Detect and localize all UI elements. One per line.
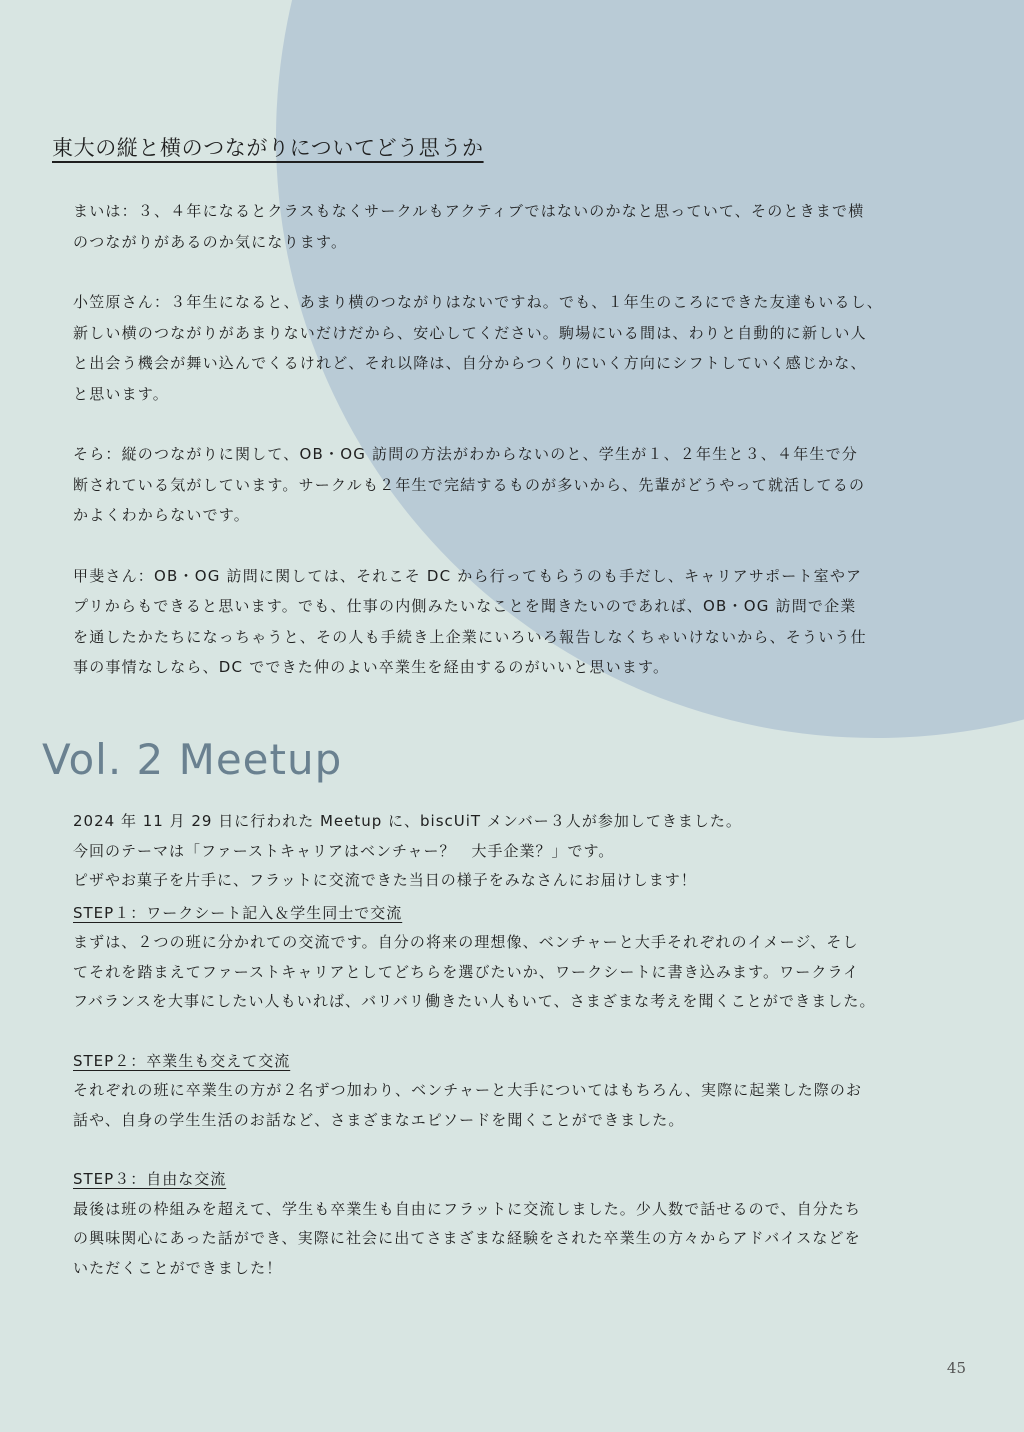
step-body: まずは、２つの班に分かれての交流です。自分の将来の理想像、ベンチャーと大手それぞれのイメージ、そし てそれを踏まえてファーストキャリアとしてどちらを選びたいか、ワークシートに書き込みます。ワークライ フバランスを大事にしたい人もいれば、バリバリ働きたい人もいて、さまざまな考えを聞くことができました。 — [73, 933, 876, 1010]
meetup-intro: 2024 年 11 月 29 日に行われた Meetup に、biscUiT メンバー３人が参加してきました。 今回のテーマは「ファーストキャリアはベンチャー？ 大手企業？」です。 ピザやお菓子を片手に、フラットに交流できた当日の様子をみなさんにお届けします！ — [73, 812, 742, 889]
meetup-step — [73, 1165, 943, 1283]
meetup-step — [73, 899, 943, 1017]
meetup-title: Vol. 2 Meetup — [42, 735, 343, 784]
step-heading: STEP３：自由な交流 — [73, 1170, 227, 1188]
discussion-paragraph: まいは：３、４年になるとクラスもなくサークルもアクティブではないのかなと思っていて、そのときまで横 のつながりがあるのか気になります。 — [73, 202, 865, 251]
discussion-section — [73, 196, 937, 713]
discussion-paragraph: 小笠原さん：３年生になると、あまり横のつながりはないですね。でも、１年生のころにできた友達もいるし、 新しい横のつながりがあまりないだけだから、安心してください。駒場にいる間は、わりと自動的に新しい人 と出会う機会が舞い込んでくるけれど、それ以降は、自分からつくりにいく方向にシフトしていく感じかな、 と思います。 — [73, 293, 884, 403]
page-number: 45 — [946, 1359, 966, 1377]
step-body: それぞれの班に卒業生の方が２名ずつ加わり、ベンチャーと大手についてはもちろん、実際に起業した際のお 話や、自身の学生生活のお話など、さまざまなエピソードを聞くことができました。 — [73, 1081, 863, 1129]
discussion-title: 東大の縦と横のつながりについてどう思うか — [52, 136, 484, 160]
discussion-paragraph: そら：縦のつながりに関して、OB・OG 訪問の方法がわからないのと、学生が１、２年生と３、４年生で分 断されている気がしています。サークルも２年生で完結するものが多いから、先輩がどうやって就活してるの かよくわからないです。 — [73, 445, 866, 524]
meetup-section — [73, 807, 943, 1313]
step-body: 最後は班の枠組みを超えて、学生も卒業生も自由にフラットに交流しました。少人数で話せるので、自分たち の興味関心にあった話ができ、実際に社会に出てさまざまな経験をされた卒業生の方々からアドバイスなどを いただくことができました！ — [73, 1199, 862, 1277]
step-heading: STEP１：ワークシート記入＆学生同士で交流 — [73, 903, 403, 922]
meetup-step — [73, 1047, 943, 1136]
step-heading: STEP２：卒業生も交えて交流 — [73, 1051, 291, 1070]
discussion-paragraph: 甲斐さん：OB・OG 訪問に関しては、それこそ DC から行ってもらうのも手だし、キャリアサポート室やア プリからもできると思います。でも、仕事の内側みたいなことを聞きたいのであれば、OB・OG 訪問で企業 を通したかたちになっちゃうと、その人も手続き上企業にいろいろ報告しなくちゃいけないから、そういう仕 事の事情なしなら、DC でできた仲のよい卒業生を経由するのがいいと思います。 — [73, 566, 867, 676]
